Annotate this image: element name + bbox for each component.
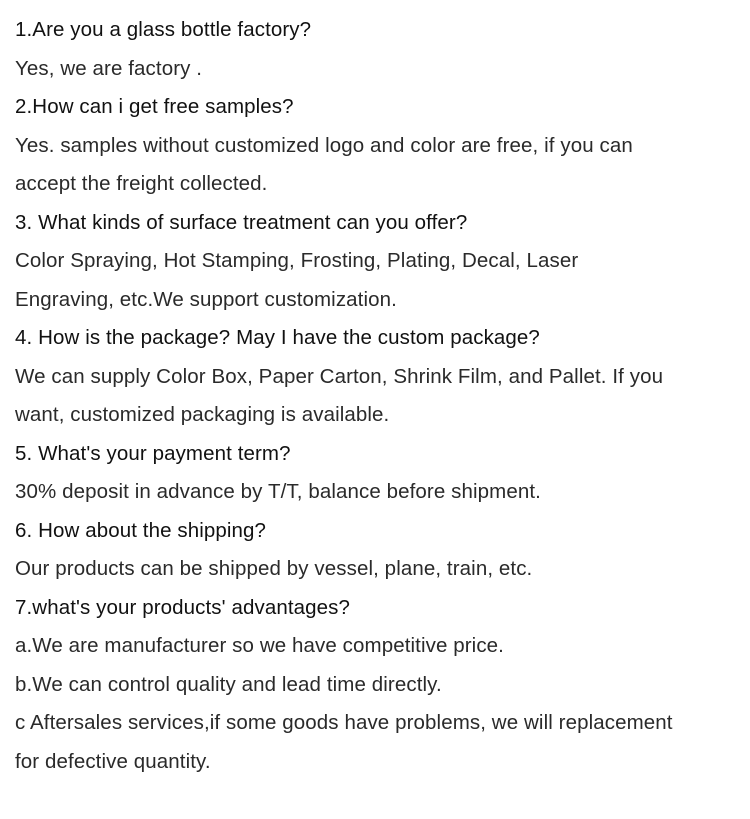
question-4: 4. How is the package? May I have the custom package? <box>15 326 540 349</box>
answer-6-line-1: Our products can be shipped by vessel, plane, train, etc. <box>15 557 533 580</box>
answer-7-line-1: a.We are manufacturer so we have competitive price. <box>15 634 504 657</box>
answer-3-line-2: Engraving, etc.We support customization. <box>15 287 397 311</box>
faq-document <box>15 11 735 781</box>
question-5: 5. What's your payment term? <box>15 441 291 465</box>
faq-item-shipping <box>15 512 735 589</box>
question-2: 2.How can i get free samples? <box>15 95 294 118</box>
answer-5-line-1: 30% deposit in advance by T/T, balance before shipment. <box>15 480 541 503</box>
faq-item-samples <box>15 88 735 204</box>
faq-item-factory <box>15 11 735 88</box>
question-7: 7.what's your products' advantages? <box>15 595 350 619</box>
answer-7-line-4: for defective quantity. <box>15 749 211 773</box>
question-6: 6. How about the shipping? <box>15 518 267 542</box>
faq-item-payment <box>15 435 735 512</box>
answer-2-line-2: accept the freight collected. <box>15 172 268 195</box>
answer-1-line-1: Yes, we are factory . <box>15 56 203 80</box>
faq-item-advantages <box>15 589 735 782</box>
faq-item-package <box>15 319 735 435</box>
faq-item-surface-treatment <box>15 204 735 320</box>
answer-7-line-3: c Aftersales services,if some goods have problems, we will replacement <box>15 711 673 734</box>
question-1: 1.Are you a glass bottle factory? <box>15 18 312 41</box>
answer-2-line-1: Yes. samples without customized logo and color are free, if you can <box>15 133 633 157</box>
answer-4-line-2: want, customized packaging is available. <box>15 403 390 426</box>
question-3: 3. What kinds of surface treatment can you offer? <box>15 210 468 234</box>
answer-3-line-1: Color Spraying, Hot Stamping, Frosting, Plating, Decal, Laser <box>15 249 579 272</box>
answer-7-line-2: b.We can control quality and lead time directly. <box>15 672 442 696</box>
answer-4-line-1: We can supply Color Box, Paper Carton, Shrink Film, and Pallet. If you <box>15 364 664 388</box>
